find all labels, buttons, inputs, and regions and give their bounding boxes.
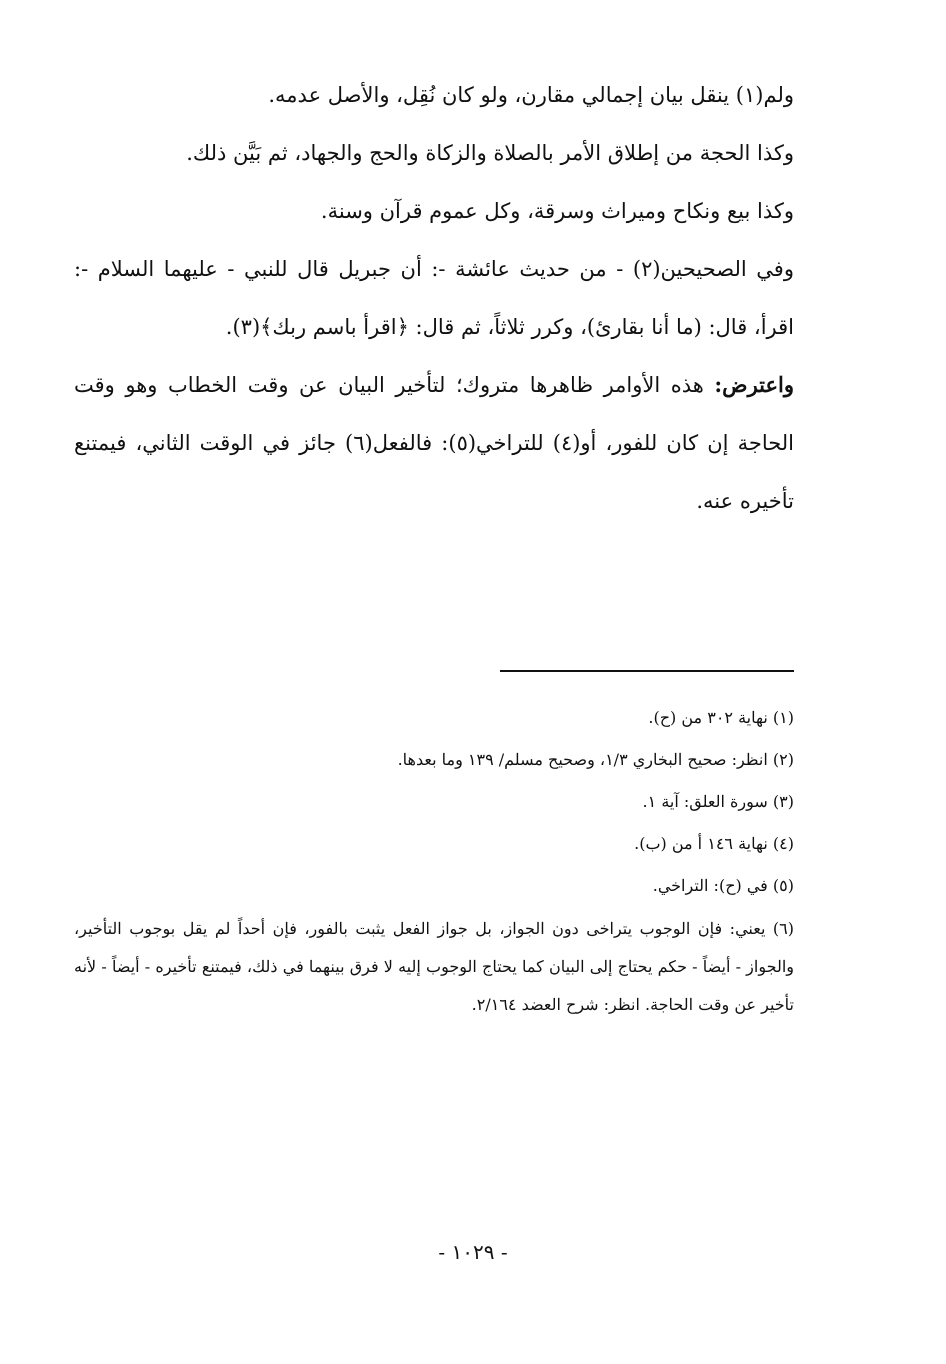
footnote-5: (٥) في (ح): التراخي. (652, 876, 794, 895)
paragraph-2: وكذا الحجة من إطلاق الأمر بالصلاة والزكاة والحج والجهاد، ثم بَيَّن ذلك. (186, 141, 794, 165)
paragraph-1: ولم(١) ينقل بيان إجمالي مقارن، ولو كان نُقِل، والأصل عدمه. (268, 83, 794, 107)
objection-text: هذه الأوامر ظاهرها متروك؛ لتأخير البيان عن وقت الخطاب وهو وقت الحاجة إن كان للفور، أو(٤) للتراخي(٥): فالفعل(٦) جائز في الوقت الثاني، فيمتنع تأخيره عنه. (74, 373, 795, 513)
footnotes (74, 700, 794, 1030)
paragraph-objection (74, 356, 794, 530)
paragraph-3: وكذا بيع ونكاح وميراث وسرقة، وكل عموم قرآن وسنة. (320, 199, 794, 223)
page-number: - ١٠٢٩ - (438, 1240, 508, 1264)
main-text (74, 66, 794, 530)
footnote-1: (١) نهاية ٣٠٢ من (ح). (648, 708, 794, 727)
footnote-divider (500, 670, 794, 672)
footnote-2: (٢) انظر: صحيح البخاري ١/٣، وصحيح مسلم/ ١٣٩ وما بعدها. (397, 750, 794, 769)
footnote-3: (٣) سورة العلق: آية ١. (642, 792, 794, 811)
footnote-4: (٤) نهاية ١٤٦ أ من (ب). (634, 834, 794, 853)
objection-label: واعترض: (714, 372, 794, 397)
paragraph-4: وفي الصحيحين(٢) - من حديث عائشة -: أن جبريل قال للنبي - عليهما السلام -: اقرأ، قال: (ما أنا بقارئ)، وكرر ثلاثاً، ثم قال: ﴿اقرأ باسم ربك﴾(٣). (74, 257, 794, 339)
footnote-6: (٦) يعني: فإن الوجوب يتراخى دون الجواز، بل جواز الفعل يثبت بالفور، فإن أحداً لم يقل بوجوب التأخير، والجواز - أيضاً - حكم يحتاج إلى البيان كما يحتاج الوجوب إليه لا فرق بينهما في ذلك، فيمتنع تأخيره - أيضاً - لأنه تأخير عن وقت الحاجة. انظر: شرح العضد ٢/١٦٤. (74, 919, 794, 1014)
